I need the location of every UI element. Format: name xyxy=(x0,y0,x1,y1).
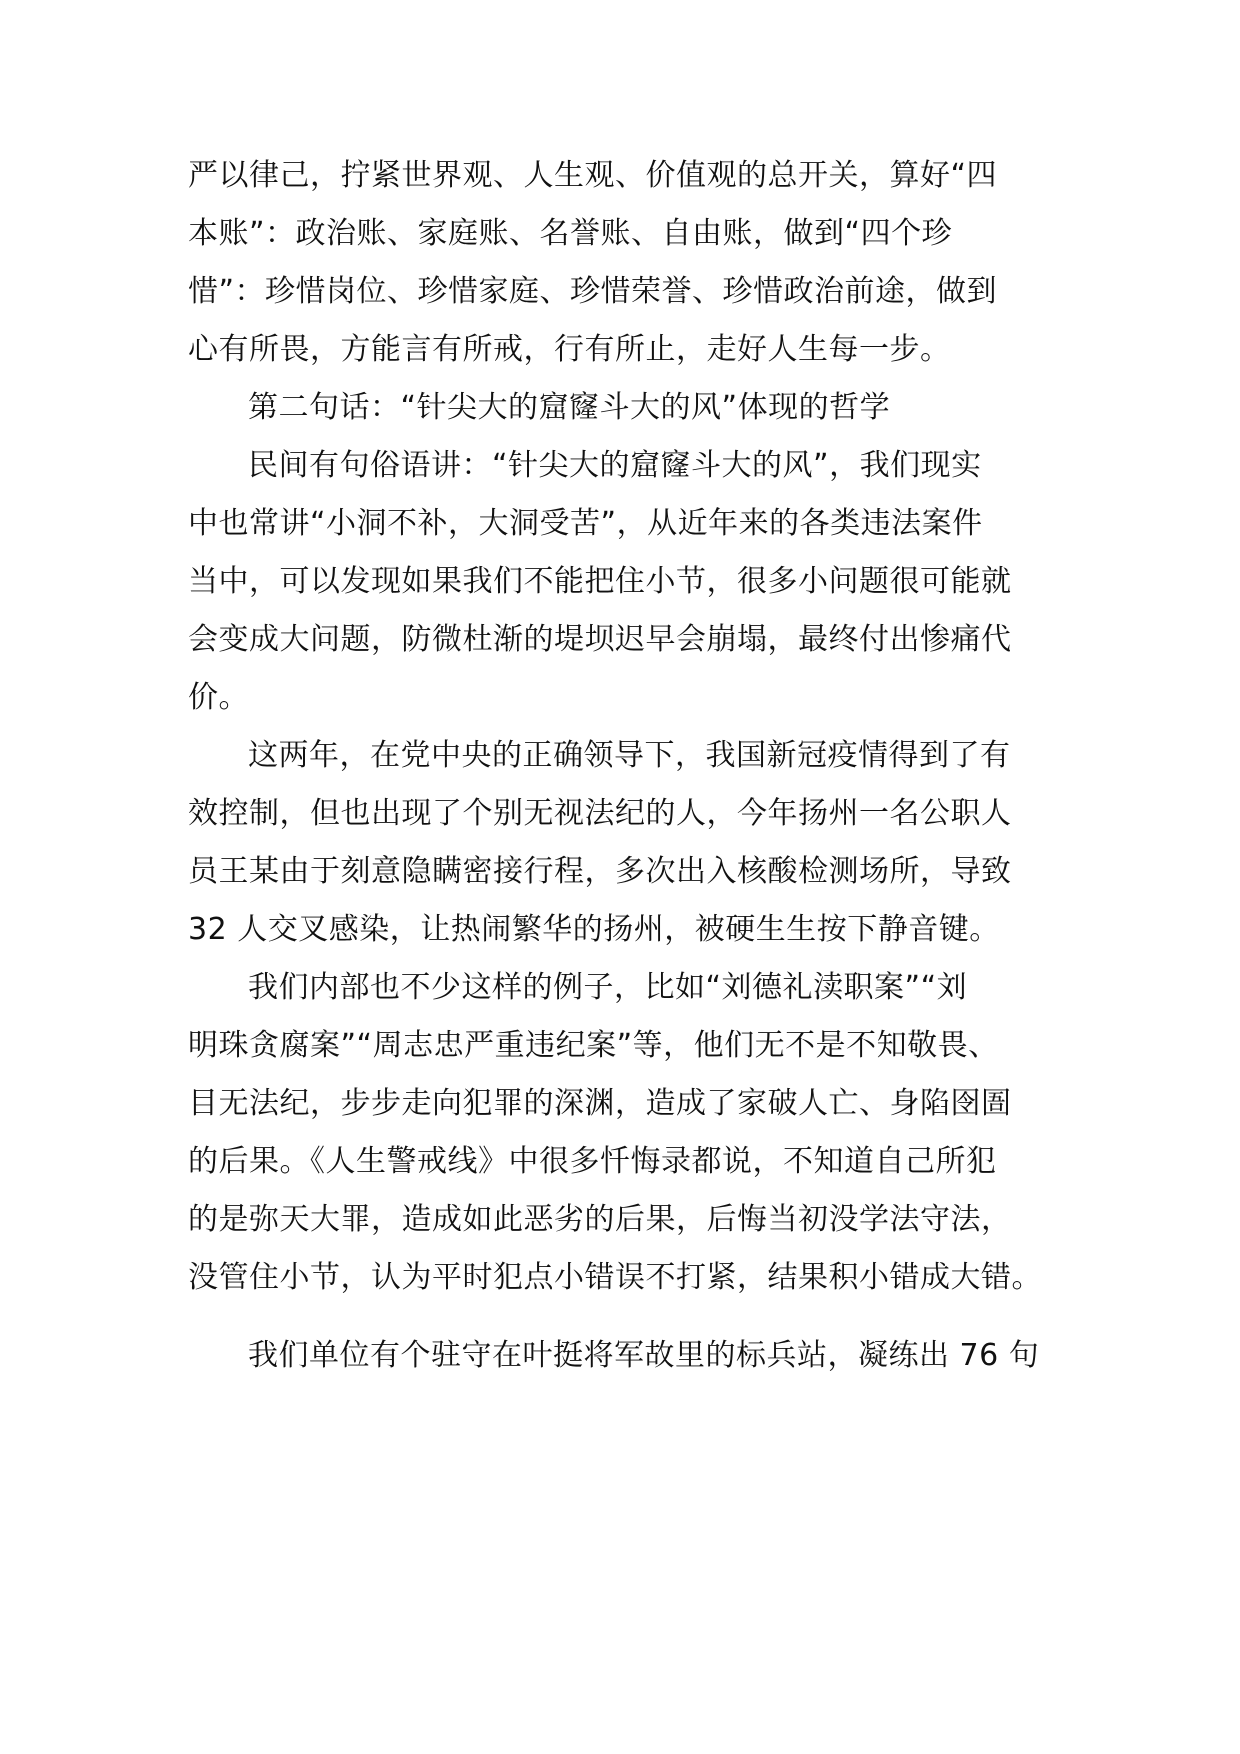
section-heading: 第二句话：“针尖大的窟窿斗大的风”体现的哲学 xyxy=(248,390,891,425)
text-line: 员王某由于刻意隐瞒密接行程，多次出入核酸检测场所，导致 xyxy=(188,854,1012,889)
text-line: 效控制，但也出现了个别无视法纪的人，今年扬州一名公职人 xyxy=(188,796,1012,831)
text-line: 惜”：珍惜岗位、珍惜家庭、珍惜荣誉、珍惜政治前途，做到 xyxy=(188,274,998,309)
text-line: 心有所畏，方能言有所戒，行有所止，走好人生每一步。 xyxy=(188,332,951,367)
text-line: 当中，可以发现如果我们不能把住小节，很多小问题很可能就 xyxy=(188,564,1012,599)
text-line: 这两年，在党中央的正确领导下，我国新冠疫情得到了有 xyxy=(248,738,1011,773)
text-line: 我们内部也不少这样的例子，比如“刘德礼渎职案”“刘 xyxy=(248,970,968,1005)
text-line: 明珠贪腐案”“周志忠严重违纪案”等，他们无不是不知敬畏、 xyxy=(188,1028,999,1063)
text-line: 没管住小节，认为平时犯点小错误不打紧，结果积小错成大错。 xyxy=(188,1260,1042,1295)
text-line: 中也常讲“小洞不补，大洞受苦”，从近年来的各类违法案件 xyxy=(188,506,983,541)
text-line: 严以律己，拧紧世界观、人生观、价值观的总开关，算好“四 xyxy=(188,158,998,193)
text-line: 价。 xyxy=(188,680,249,715)
text-line: 目无法纪，步步走向犯罪的深渊，造成了家破人亡、身陷囹圄 xyxy=(188,1086,1012,1121)
text-line: 我们单位有个驻守在叶挺将军故里的标兵站，凝练出 76 句 xyxy=(248,1338,1040,1373)
text-line: 的后果。《人生警戒线》中很多忏悔录都说，不知道自己所犯 xyxy=(188,1144,997,1179)
text-line: 的是弥天大罪，造成如此恶劣的后果，后悔当初没学法守法， xyxy=(188,1202,1012,1237)
text-line: 本账”：政治账、家庭账、名誉账、自由账，做到“四个珍 xyxy=(188,216,953,251)
text-line: 民间有句俗语讲：“针尖大的窟窿斗大的风”，我们现实 xyxy=(248,448,982,483)
text-line: 会变成大问题，防微杜渐的堤坝迟早会崩塌，最终付出惨痛代 xyxy=(188,622,1012,657)
text-line: 32 人交叉感染，让热闹繁华的扬州，被硬生生按下静音键。 xyxy=(188,912,1000,947)
